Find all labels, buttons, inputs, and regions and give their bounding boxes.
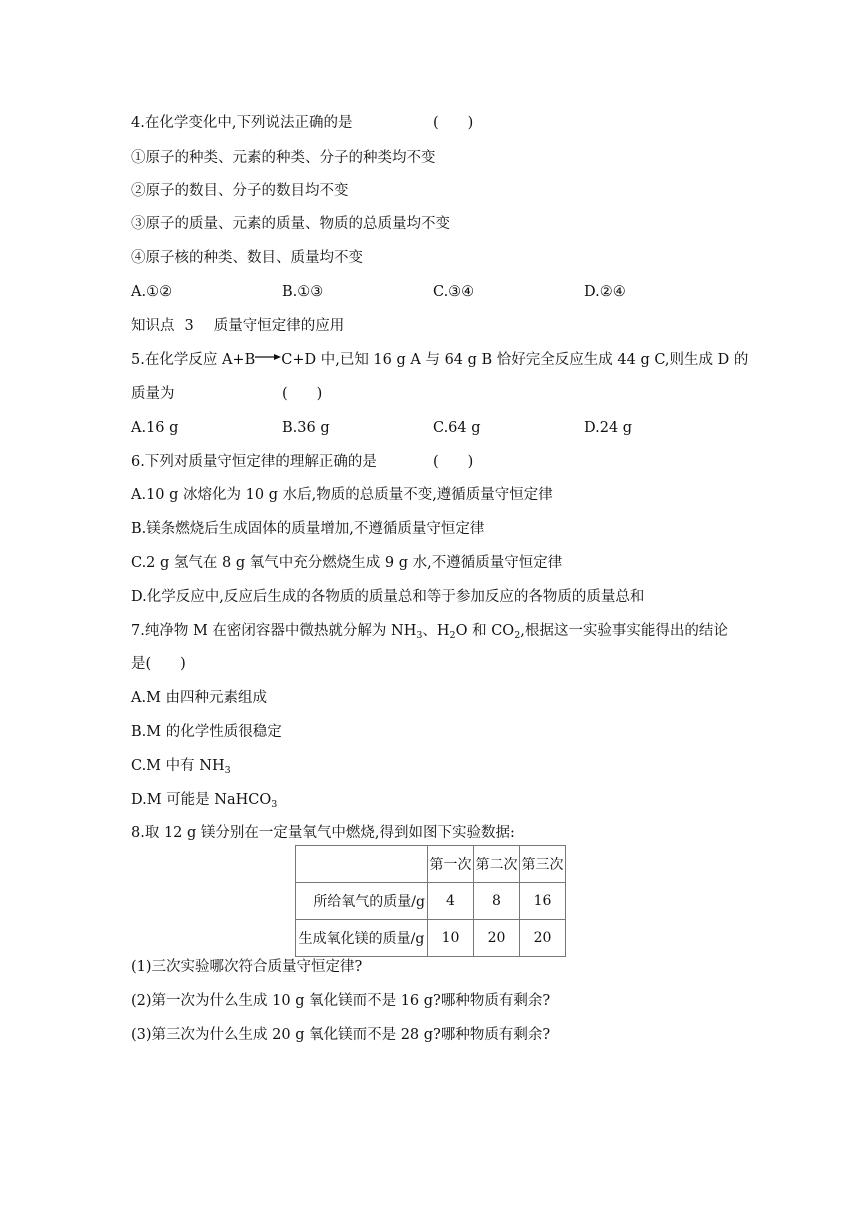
q6-option-b: B.镁条燃烧后生成固体的质量增加,不遵循质量守恒定律 — [131, 521, 485, 537]
q7-option-c-text: C.M 中有 NH — [131, 758, 225, 774]
section-heading — [131, 316, 344, 336]
q7-stem — [131, 621, 728, 641]
q6-stem: 6.下列对质量守恒定律的理解正确的是 — [131, 454, 377, 470]
q4-option-b: B.①③ — [282, 284, 324, 300]
q5-answer-paren: ( ) — [282, 386, 323, 402]
q7-subscript: 3 — [271, 799, 278, 810]
q7-stem-part: ,根据这一实验事实能得出的结论 — [520, 623, 728, 639]
q4-statement-1: ①原子的种类、元素的种类、分子的种类均不变 — [131, 150, 436, 166]
table-cell: 16 — [520, 883, 566, 920]
q8-stem: 8.取 12 g 镁分别在一定量氧气中燃烧,得到如图下实验数据: — [131, 825, 515, 841]
q5-stem — [131, 350, 748, 370]
q4-statement-2: ②原子的数目、分子的数目均不变 — [131, 183, 349, 199]
table-cell: 10 — [428, 920, 474, 957]
q7-subscript: 3 — [416, 630, 423, 641]
q4-stem: 4.在化学变化中,下列说法正确的是 — [131, 115, 353, 131]
q8-subquestion-2: (2)第一次为什么生成 10 g 氧化镁而不是 16 g?哪种物质有剩余? — [131, 993, 551, 1009]
q7-subscript: 2 — [449, 630, 456, 641]
q5-stem-reactants: 5.在化学反应 A+B — [131, 352, 256, 368]
q7-option-d — [131, 790, 277, 810]
q6-answer-paren: ( ) — [433, 454, 474, 470]
table-row-label: 生成氧化镁的质量/g — [296, 920, 428, 957]
q6-option-a: A.10 g 冰熔化为 10 g 水后,物质的总质量不变,遵循质量守恒定律 — [131, 487, 553, 503]
q5-stem-products: C+D 中,已知 16 g A 与 64 g B 恰好完全反应生成 44 g C,则生成 D 的 — [281, 352, 749, 368]
q5-option-c: C.64 g — [433, 420, 481, 436]
table-row — [296, 920, 566, 957]
q8-subquestion-1: (1)三次实验哪次符合质量守恒定律? — [131, 959, 363, 975]
q4-option-a: A.①② — [131, 284, 173, 300]
table-header-cell: 第一次 — [428, 846, 474, 883]
table-row-label: 所给氧气的质量/g — [296, 883, 428, 920]
q4-answer-paren: ( ) — [433, 115, 474, 131]
reaction-arrow-icon — [255, 352, 281, 362]
q7-subscript: 3 — [224, 765, 231, 776]
table-header-cell: 第三次 — [520, 846, 566, 883]
table-row — [296, 883, 566, 920]
q7-stem-part: 7.纯净物 M 在密闭容器中微热就分解为 NH — [131, 623, 417, 639]
q5-option-d: D.24 g — [584, 420, 633, 436]
q7-option-a: A.M 由四种元素组成 — [131, 690, 268, 706]
section-label: 知识点 — [131, 318, 175, 334]
table-header-cell — [296, 846, 428, 883]
q5-stem-line2: 质量为 — [131, 386, 175, 402]
q4-option-d: D.②④ — [584, 284, 626, 300]
q8-subquestion-3: (3)第三次为什么生成 20 g 氧化镁而不是 28 g?哪种物质有剩余? — [131, 1027, 551, 1043]
q4-statement-4: ④原子核的种类、数目、质量均不变 — [131, 250, 363, 266]
q7-stem-part: O 和 CO — [455, 623, 515, 639]
q7-option-b: B.M 的化学性质很稳定 — [131, 724, 282, 740]
q8-data-table — [295, 845, 566, 957]
table-cell: 20 — [520, 920, 566, 957]
q4-statement-3: ③原子的质量、元素的质量、物质的总质量均不变 — [131, 216, 450, 232]
section-title: 质量守恒定律的应用 — [213, 318, 345, 334]
q7-stem-line2: 是( ) — [131, 656, 186, 672]
q7-subscript: 2 — [514, 630, 521, 641]
q7-option-d-text: D.M 可能是 NaHCO — [131, 792, 272, 808]
table-cell: 20 — [474, 920, 520, 957]
section-number: 3 — [184, 318, 194, 334]
q6-option-d: D.化学反应中,反应后生成的各物质的质量总和等于参加反应的各物质的质量总和 — [131, 589, 645, 605]
q7-stem-part: 、H — [422, 623, 450, 639]
q6-option-c: C.2 g 氢气在 8 g 氧气中充分燃烧生成 9 g 水,不遵循质量守恒定律 — [131, 555, 563, 571]
q7-option-c — [131, 756, 231, 776]
table-cell: 4 — [428, 883, 474, 920]
q5-option-b: B.36 g — [282, 420, 330, 436]
table-header-cell: 第二次 — [474, 846, 520, 883]
q5-option-a: A.16 g — [131, 420, 179, 436]
q4-option-c: C.③④ — [433, 284, 475, 300]
table-header-row — [296, 846, 566, 883]
table-cell: 8 — [474, 883, 520, 920]
